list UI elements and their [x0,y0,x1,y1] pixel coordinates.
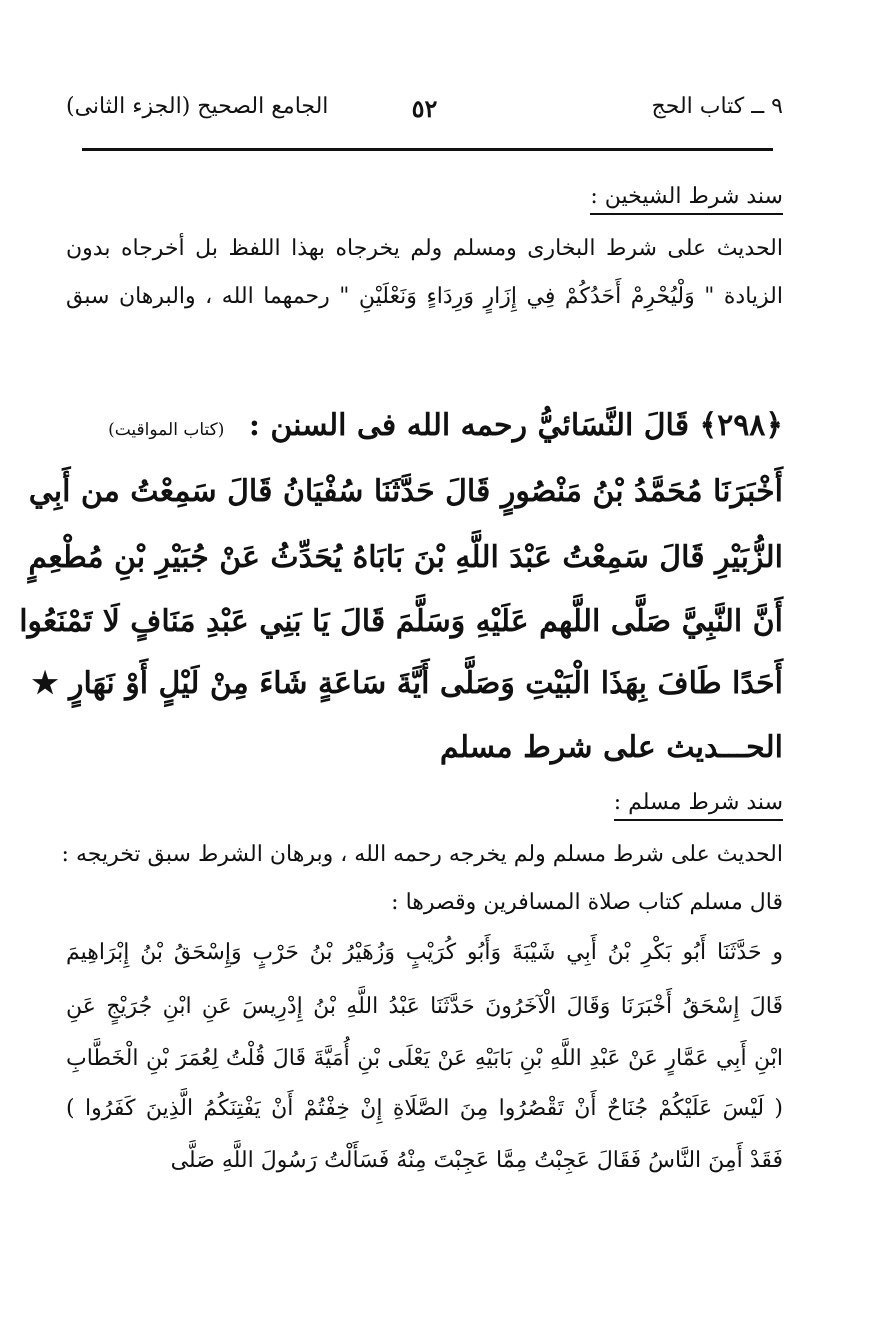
hadith-text-line: قَالَ إِسْحَقُ أَخْبَرَنَا وَقَالَ الْآخَرُونَ حَدَّثَنَا عَبْدُ اللَّهِ بْنُ إِدْرِيسَ عَنِ ابْنِ جُرَيْجٍ عَنِ [66,994,783,1019]
hadith-line: أَحَدًا طَافَ بِهَذَا الْبَيْتِ وَصَلَّى أَيَّةَ سَاعَةٍ شَاءَ مِنْ لَيْلٍ أَوْ نَهَارٍ ★ [31,666,783,701]
hadith-verdict: الحـــديث على شرط مسلم [439,730,783,765]
quran-verse-line: ( لَيْسَ عَلَيْكُمْ جُنَاحٌ أَنْ تَقْصُرُوا مِنَ الصَّلَاةِ إِنْ خِفْتُمْ أَنْ يَفْتِنَكُمُ الَّذِينَ كَفَرُوا ) [66,1096,783,1121]
book-title: الجامع الصحيح (الجزء الثانى) [66,94,329,119]
section-heading-text: سند شرط مسلم : [614,790,783,821]
section-heading-text: سند شرط الشيخين : [590,184,783,215]
header-rule [82,148,773,151]
page-number: ٥٢ [411,94,438,123]
paragraph-line: الحديث على شرط البخارى ومسلم ولم يخرجاه بهذا اللفظ بل أخرجاه بدون [66,236,783,261]
paragraph-line: قال مسلم كتاب صلاة المسافرين وقصرها : [391,890,783,915]
section-heading-shaykhayn [590,184,783,209]
hadith-text-line: و حَدَّثَنَا أَبُو بَكْرِ بْنُ أَبِي شَيْبَةَ وَأَبُو كُرَيْبٍ وَزُهَيْرُ بْنُ حَرْبٍ وَإِسْحَقُ بْنُ إِبْرَاهِيمَ [66,940,783,965]
section-heading-muslim [614,790,783,815]
running-header [66,94,783,134]
hadith-intro: قَالَ النَّسَائيُّ رحمه الله فى السنن : [248,408,690,443]
hadith-header [108,408,783,443]
hadith-text-line: فَقَدْ أَمِنَ النَّاسُ فَقَالَ عَجِبْتُ مِمَّا عَجِبْتَ مِنْهُ فَسَأَلْتُ رَسُولَ اللَّهِ صَلَّى [170,1148,783,1173]
hadith-line: الزُّبَيْرِ قَالَ سَمِعْتُ عَبْدَ اللَّهِ بْنَ بَابَاهُ يُحَدِّثُ عَنْ جُبَيْرِ بْنِ مُطْعِمٍ [28,540,783,575]
paragraph-line: الحديث على شرط مسلم ولم يخرجه رحمه الله ، وبرهان الشرط سبق تخريجه : [61,842,783,867]
hadith-book: (كتاب المواقيت) [108,420,225,440]
paragraph-line: الزيادة " وَلْيُحْرِمْ أَحَدُكُمْ فِي إِزَارٍ وَرِدَاءٍ وَنَعْلَيْنِ " رحمهما الله ، والبرهان سبق [66,284,783,309]
hadith-line: أَخْبَرَنَا مُحَمَّدُ بْنُ مَنْصُورٍ قَالَ حَدَّثَنَا سُفْيَانُ قَالَ سَمِعْتُ من أَبِي [28,474,783,509]
hadith-text-line: ابْنِ أَبِي عَمَّارٍ عَنْ عَبْدِ اللَّهِ بْنِ بَابَيْهِ عَنْ يَعْلَى بْنِ أُمَيَّةَ قَالَ قُلْتُ لِعُمَرَ بْنِ الْخَطَّابِ [66,1046,783,1071]
chapter-title: ٩ ــ كتاب الحج [651,94,783,119]
hadith-number: ﴿٢٩٨﴾ [699,408,783,443]
hadith-line: أَنَّ النَّبِيَّ صَلَّى اللَّهم عَلَيْهِ وَسَلَّمَ قَالَ يَا بَنِي عَبْدِ مَنَافٍ لَا تَمْنَعُوا [19,604,783,639]
